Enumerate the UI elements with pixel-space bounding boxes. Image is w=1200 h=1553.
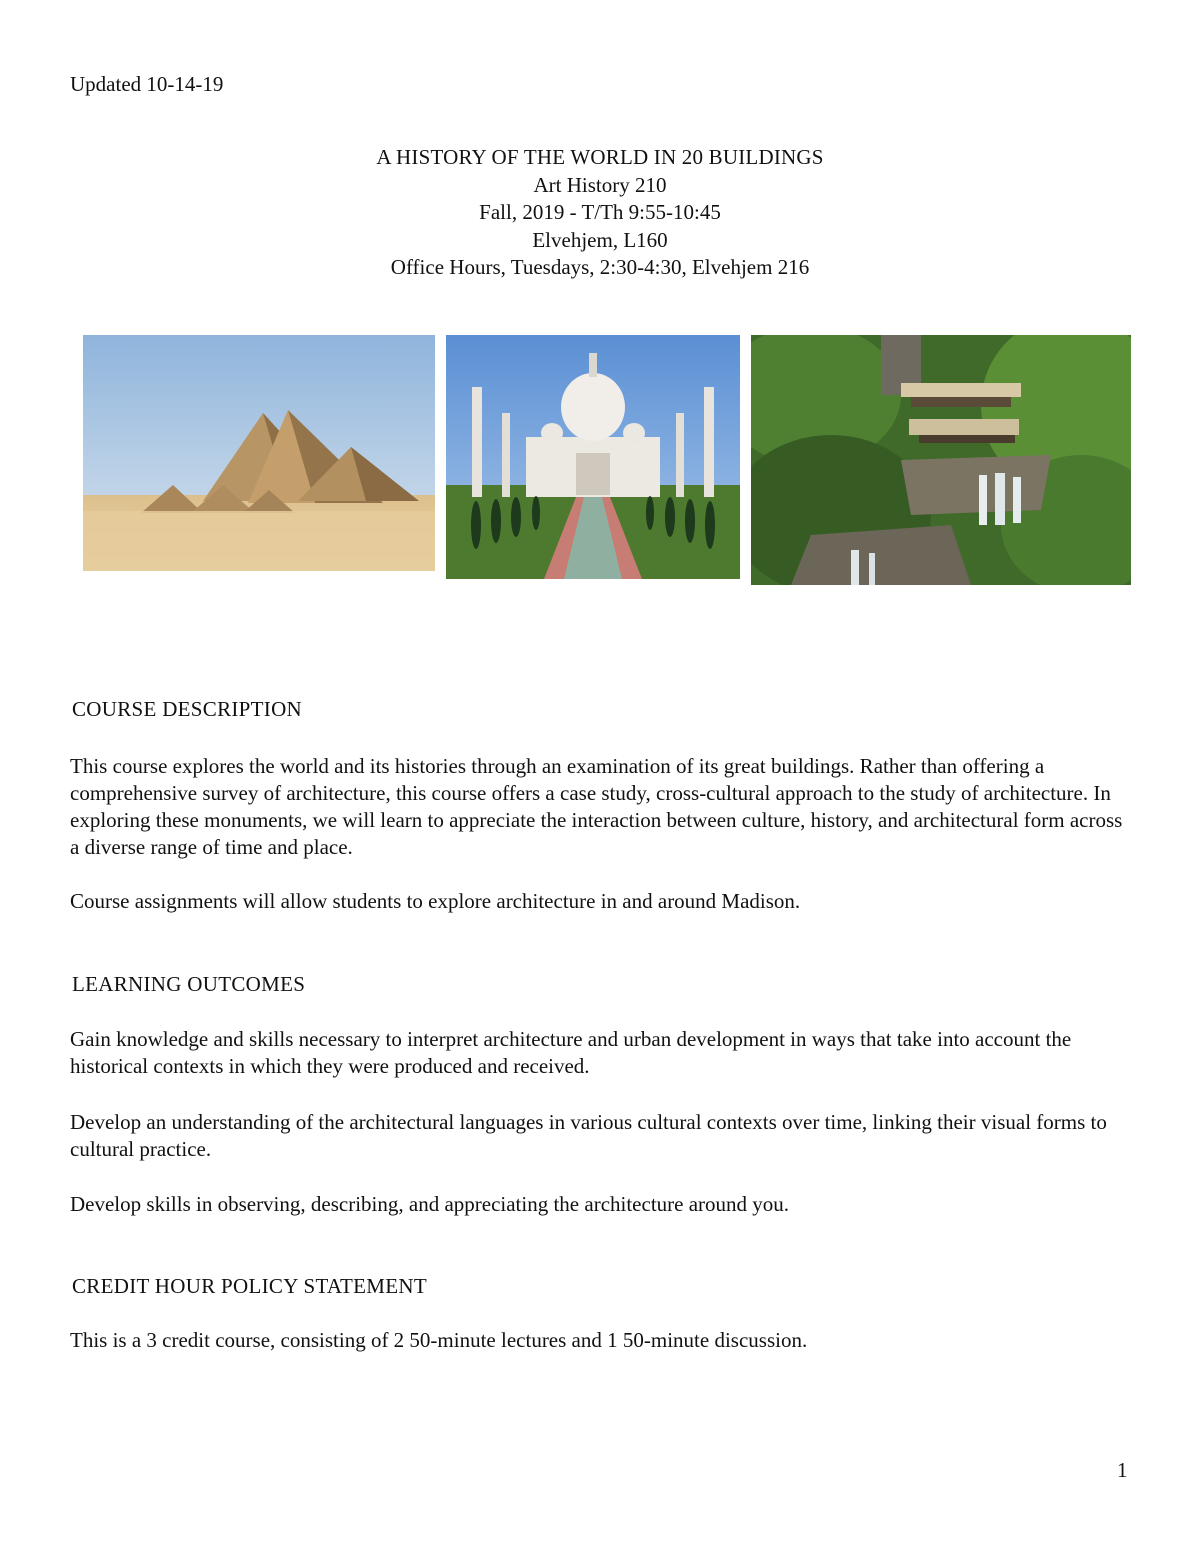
credit-hour-policy-heading: CREDIT HOUR POLICY STATEMENT [72, 1274, 427, 1298]
course-assignments-paragraph: Course assignments will allow students to explore architecture in and around Madison. [70, 889, 801, 913]
fallingwater-photo [751, 335, 1131, 585]
course-description-paragraph: This course explores the world and its histories through an examination of its great buildings. Rather than offering a comprehensive survey of architecture, this course offers a case study, cross-cultural approach to the study of architecture. In exploring these monuments, we will learn to appreciate the interaction between culture, history, and architectural form across a diverse range of time and place. [70, 754, 1123, 859]
course-schedule: Fall, 2019 - T/Th 9:55-10:45 [479, 200, 721, 224]
course-description-heading: COURSE DESCRIPTION [72, 697, 303, 721]
credit-hour-policy-paragraph: This is a 3 credit course, consisting of 2 50-minute lectures and 1 50-minute discussion. [70, 1328, 808, 1352]
updated-date: Updated 10-14-19 [70, 72, 224, 96]
course-title: A HISTORY OF THE WORLD IN 20 BUILDINGS [376, 145, 824, 169]
learning-outcome-2: Develop an understanding of the architectural languages in various cultural contexts over time, linking their visual forms to cultural practice. [70, 1110, 1107, 1161]
learning-outcome-3: Develop skills in observing, describing, and appreciating the architecture around you. [70, 1192, 790, 1216]
learning-outcome-1: Gain knowledge and skills necessary to interpret architecture and urban development in ways that take into account the historical contexts in which they were produced and received. [70, 1027, 1072, 1078]
office-hours: Office Hours, Tuesdays, 2:30-4:30, Elvehjem 216 [390, 255, 810, 279]
page-number: 1 [1117, 1458, 1128, 1482]
taj-mahal-photo [446, 335, 740, 579]
learning-outcomes-heading: LEARNING OUTCOMES [72, 972, 306, 996]
course-header [0, 144, 1200, 282]
course-location: Elvehjem, L160 [532, 227, 668, 252]
pyramids-photo [83, 335, 435, 571]
course-number: Art History 210 [533, 172, 667, 197]
